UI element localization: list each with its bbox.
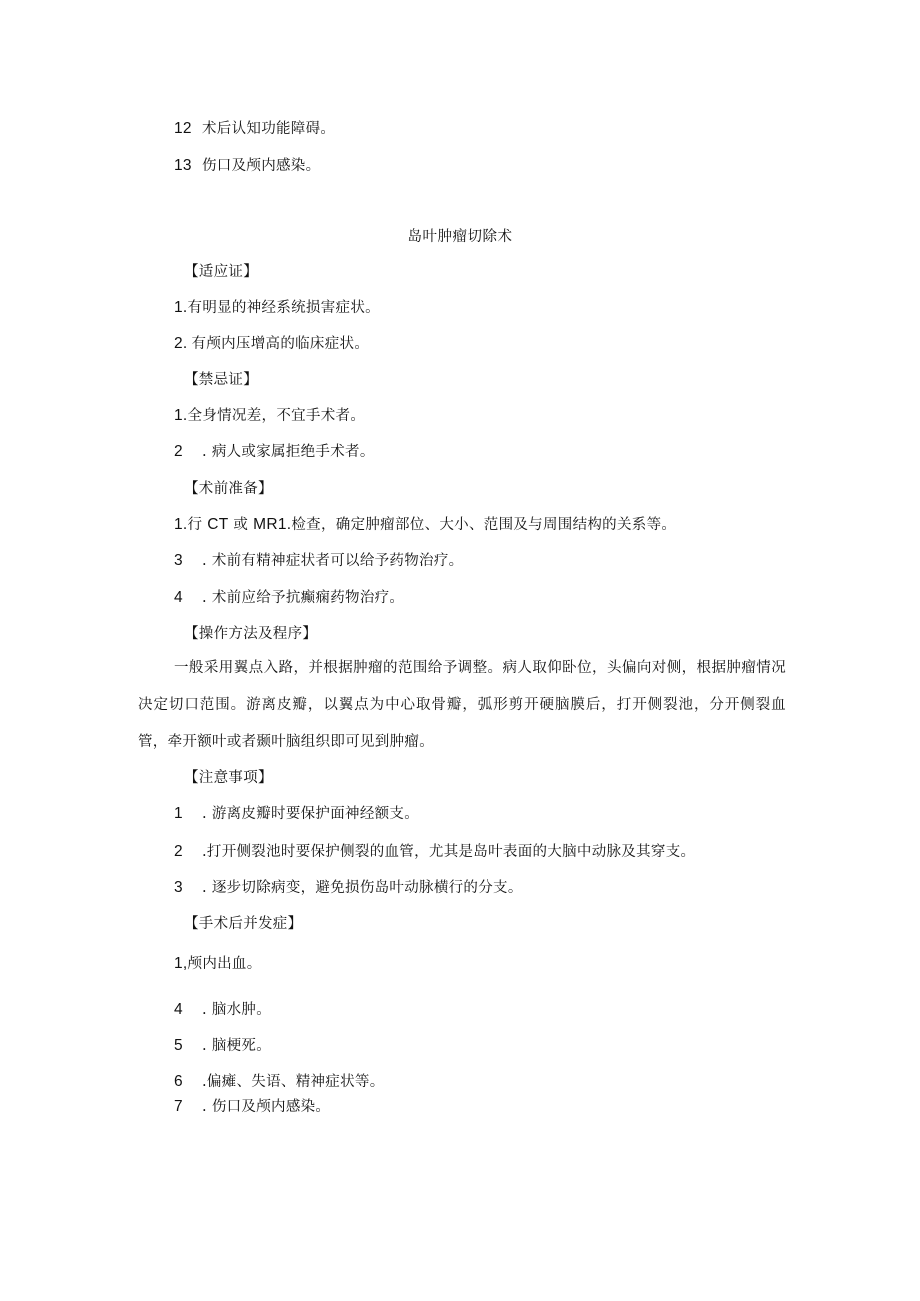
item-text: .打开侧裂池时要保护侧裂的血管，尤其是岛叶表面的大脑中动脉及其穿支。	[202, 844, 696, 860]
item-text: . 伤口及颅内感染。	[202, 1099, 331, 1115]
list-item	[174, 1072, 385, 1092]
list-item	[174, 1036, 271, 1056]
item-number: 12	[174, 120, 192, 137]
section-heading-procedure: 【操作方法及程序】	[184, 626, 318, 642]
list-item	[174, 406, 365, 426]
item-number: 5	[174, 1037, 183, 1054]
procedure-paragraph: 一般采用翼点入路，并根据肿瘤的范围给予调整。病人取仰卧位，头偏向对侧，根据肿瘤情况决定切口范围。游离皮瓣，以翼点为中心取骨瓣，弧形剪开硬脑膜后，打开侧裂池，分开侧裂血管，牵开额叶或者颞叶脑组织即可见到肿瘤。	[138, 660, 786, 750]
item-number: 7	[174, 1098, 183, 1115]
list-item	[174, 1000, 271, 1020]
item-number: 1.	[174, 516, 188, 533]
item-number: 1,	[174, 955, 188, 972]
item-text-ct: CT	[207, 516, 229, 533]
item-number: 2	[174, 443, 183, 460]
item-text: 有颅内压增高的临床症状。	[191, 336, 370, 352]
item-text: 全身情况差，不宜手术者。	[187, 408, 366, 424]
item-number: 1.	[174, 299, 188, 316]
list-item	[174, 119, 335, 139]
item-text: 或	[228, 517, 254, 533]
item-text: . 术前有精神症状者可以给予药物治疗。	[202, 553, 464, 569]
item-number: 2	[174, 843, 183, 860]
item-number: 3	[174, 879, 183, 896]
section-heading-contraindications: 【禁忌证】	[184, 372, 258, 388]
item-text: 有明显的神经系统损害症状。	[187, 300, 380, 316]
item-text: .偏瘫、失语、精神症状等。	[202, 1074, 385, 1090]
item-number: 1	[174, 805, 183, 822]
item-text: . 术前应给予抗癫痫药物治疗。	[202, 590, 405, 606]
list-item	[174, 515, 676, 535]
list-item	[174, 334, 369, 354]
item-number: 4	[174, 589, 183, 606]
item-number: 6	[174, 1073, 183, 1090]
list-item	[174, 298, 380, 318]
item-text: 颅内出血。	[187, 956, 262, 972]
list-item	[174, 1097, 330, 1117]
list-item	[174, 804, 419, 824]
list-item	[174, 842, 695, 862]
list-item	[174, 551, 463, 571]
item-number: 1.	[174, 407, 188, 424]
item-number: 13	[174, 157, 192, 174]
item-text: 行	[187, 517, 208, 533]
item-number: 2.	[174, 335, 188, 352]
item-number: 3	[174, 552, 183, 569]
item-number: 4	[174, 1001, 183, 1018]
item-text: 术后认知功能障碍。	[202, 121, 336, 137]
list-item	[174, 878, 523, 898]
item-text: . 脑梗死。	[202, 1038, 272, 1054]
item-text: . 游离皮瓣时要保护面神经额支。	[202, 806, 420, 822]
list-item	[174, 156, 320, 176]
item-text: . 病人或家属拒绝手术者。	[202, 444, 375, 460]
item-text: . 逐步切除病变，避免损伤岛叶动脉横行的分支。	[202, 880, 523, 896]
section-heading-preparation: 【术前准备】	[184, 481, 273, 497]
list-item	[174, 588, 404, 608]
section-heading-indications: 【适应证】	[184, 264, 258, 280]
item-text: 检查，确定肿瘤部位、大小、范围及与周围结构的关系等。	[291, 517, 677, 533]
item-text: . 脑水肿。	[202, 1002, 272, 1018]
section-title: 岛叶肿瘤切除术	[407, 229, 513, 245]
item-text-mr: MR1.	[253, 516, 292, 533]
list-item	[174, 954, 262, 974]
section-heading-complications: 【手术后并发症】	[184, 916, 303, 932]
list-item	[174, 442, 375, 462]
section-heading-precautions: 【注意事项】	[184, 770, 273, 786]
item-text: 伤口及颅内感染。	[202, 158, 321, 174]
